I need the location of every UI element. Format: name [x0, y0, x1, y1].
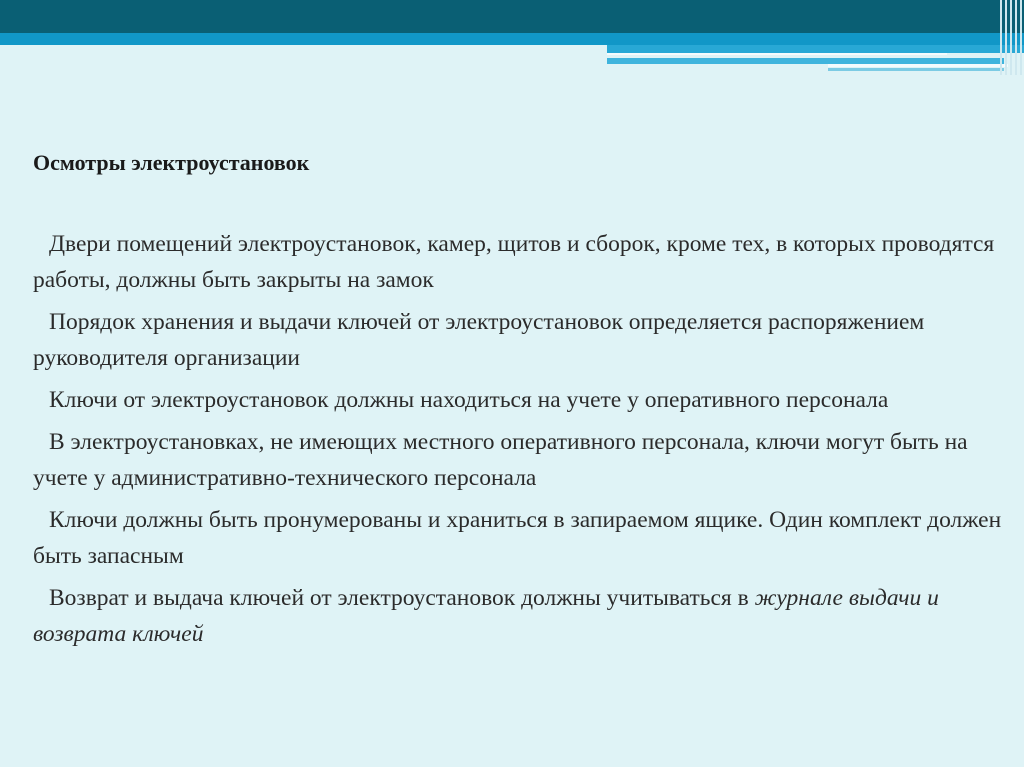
slide-heading: Осмотры электроустановок [33, 150, 310, 175]
header-decor-line [828, 64, 1008, 67]
header-decor-stripes [998, 0, 1024, 75]
header-decor-line [607, 53, 947, 55]
header-decor-line [828, 68, 1004, 71]
paragraph: Ключи должны быть пронумерованы и храниться в запираемом ящике. Один комплект должен быть запасным [33, 507, 1002, 569]
paragraph: Двери помещений электроустановок, камер, щитов и сборок, кроме тех, в которых проводятся работы, должны быть закрыты на замок [33, 231, 995, 293]
journal-emphasis: журнале выдачи и возврата ключей [33, 585, 939, 647]
paragraph: Ключи от электроустановок должны находиться на учете у оперативного персонала [49, 387, 889, 413]
paragraph: Порядок хранения и выдачи ключей от электроустановок определяется распоряжением руководителя организации [33, 309, 925, 371]
paragraph-last [33, 580, 1008, 652]
header-band-accent [0, 33, 1024, 45]
header-band-dark [0, 0, 1024, 33]
header-decor-line [607, 45, 1024, 53]
paragraph: В электроустановках, не имеющих местного оперативного персонала, ключи могут быть на учете у административно-технического персонала [33, 429, 968, 491]
slide-body [33, 226, 1008, 658]
paragraph-text: Возврат и выдача ключей от электроустановок должны учитываться в [49, 585, 755, 611]
